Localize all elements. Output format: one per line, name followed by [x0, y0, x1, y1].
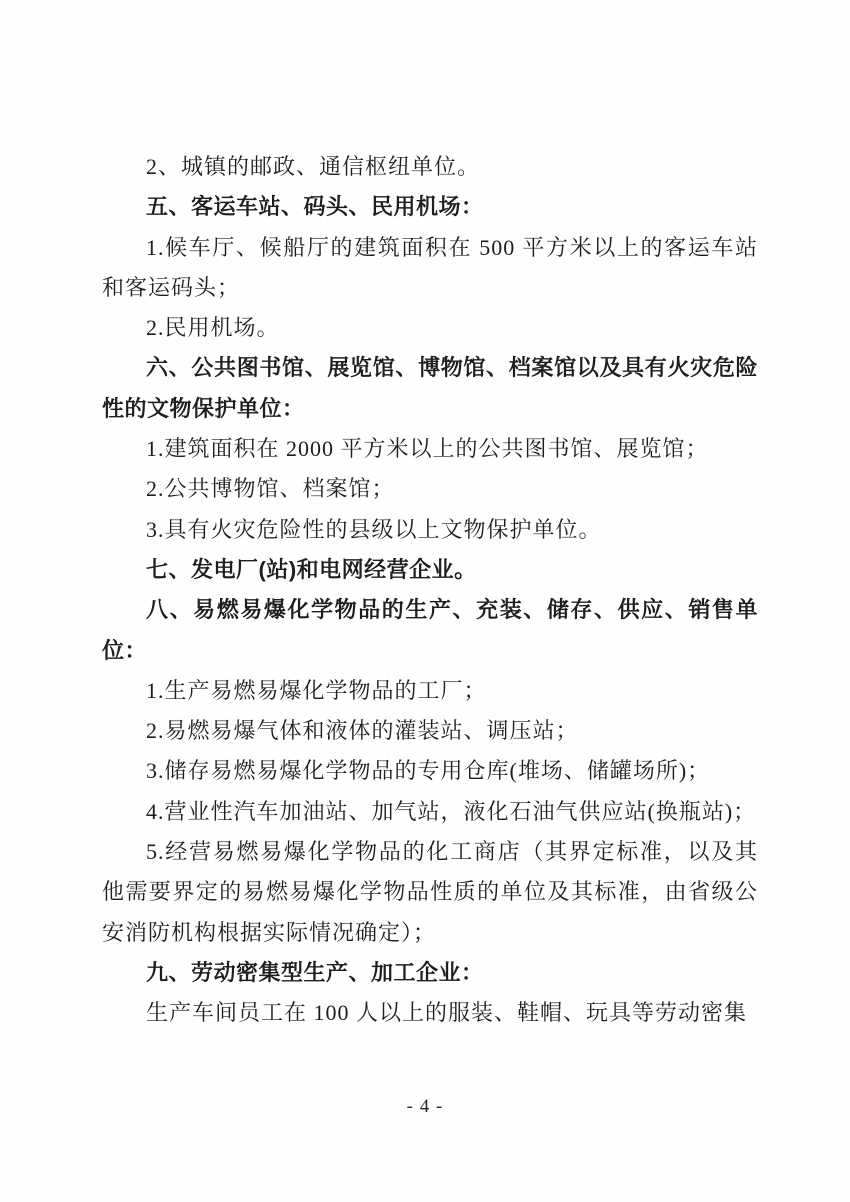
item-8-5-chemical-shops: 5.经营易燃易爆化学物品的化工商店（其界定标准，以及其他需要界定的易燃易爆化学物品性质的单位及其标准，由省级公安消防机构根据实际情况确定）； [102, 839, 758, 945]
section-heading-9: 九、劳动密集型生产、加工企业： [146, 959, 484, 985]
section-heading-8: 八、易燃易爆化学物品的生产、充装、储存、供应、销售单位： [102, 597, 758, 663]
item-9-labor-intensive: 生产车间员工在 100 人以上的服装、鞋帽、玩具等劳动密集 [146, 1000, 748, 1026]
page-number: - 4 - [406, 1096, 444, 1117]
item-8-4-gas-stations: 4.营业性汽车加油站、加气站，液化石油气供应站(换瓶站)； [146, 798, 757, 824]
paragraph-postal-comm-units: 2、城镇的邮政、通信枢纽单位。 [146, 154, 481, 179]
document-body [102, 147, 758, 1034]
item-6-3-heritage-units: 3.具有火灾危险性的县级以上文物保护单位。 [146, 516, 602, 542]
item-8-2-filling-stations: 2.易燃易爆气体和液体的灌装站、调压站； [146, 718, 579, 744]
section-heading-5: 五、客运车站、码头、民用机场： [146, 194, 484, 220]
section-heading-7: 七、发电厂(站)和电网经营企业。 [146, 556, 477, 582]
item-5-1-stations-wharves: 1.候车厅、候船厅的建筑面积在 500 平方米以上的客运车站和客运码头； [102, 234, 758, 300]
section-heading-6: 六、公共图书馆、展览馆、博物馆、档案馆以及具有火灾危险性的文物保护单位： [102, 355, 758, 421]
item-5-2-civil-airports: 2.民用机场。 [146, 315, 280, 341]
item-6-1-libraries-exhibition: 1.建筑面积在 2000 平方米以上的公共图书馆、展览馆； [146, 436, 709, 462]
item-8-1-chemical-factories: 1.生产易燃易爆化学物品的工厂； [146, 677, 487, 703]
item-8-3-storage-warehouses: 3.储存易燃易爆化学物品的专用仓库(堆场、储罐场所)； [146, 758, 711, 784]
item-6-2-museums-archives: 2.公共博物馆、档案馆； [146, 476, 395, 502]
